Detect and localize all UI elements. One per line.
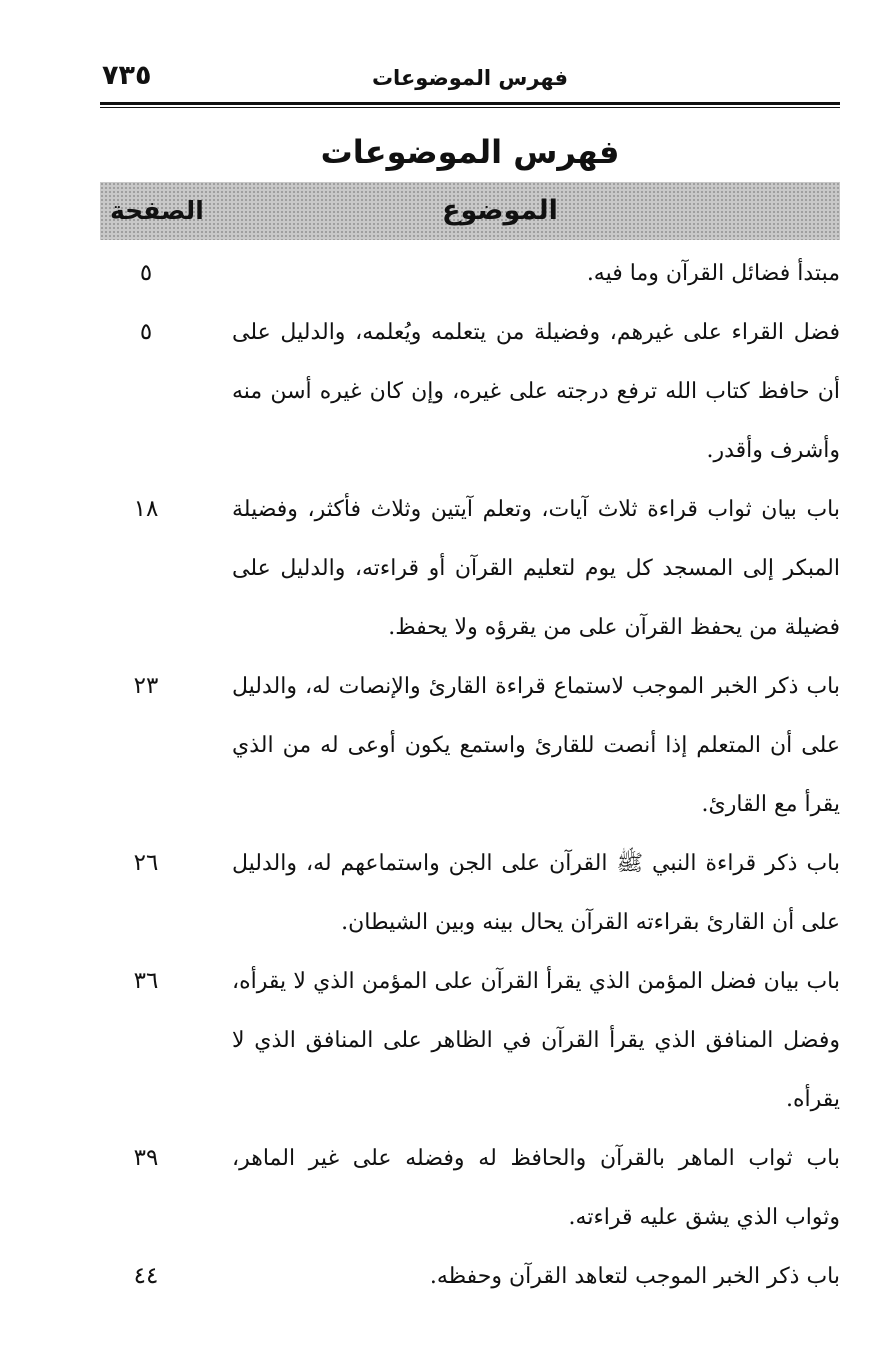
entry-page-number: ٢٦ (133, 850, 159, 876)
entry-page-number: ٢٣ (133, 673, 159, 699)
index-entry (100, 303, 840, 480)
entry-topic: مبتدأ فضائل القرآن وما فيه. (586, 261, 840, 286)
entry-topic: باب بيان ثواب قراءة ثلاث آيات، وتعلم آيتين وثلاث فأكثر، وفضيلة المبكر إلى المسجد كل يوم لتعليم القرآن أو قراءته، والدليل على فضيلة من يحفظ القرآن على من يقرؤه ولا يحفظ. (232, 497, 840, 640)
entry-topic: فضل القراء على غيرهم، وفضيلة من يتعلمه ويُعلمه، والدليل على أن حافظ كتاب الله ترفع درجته على غيره، وإن كان غيره أسن منه وأشرف وأقدر. (232, 320, 840, 463)
index-entry (100, 1129, 840, 1247)
column-header-bar (100, 182, 840, 240)
entry-topic: باب ثواب الماهر بالقرآن والحافظ له وفضله على غير الماهر، وثواب الذي يشق عليه قراءته. (232, 1146, 840, 1230)
running-title: فهرس الموضوعات (371, 66, 569, 90)
header-rule-thick (100, 102, 840, 105)
entry-topic: باب بيان فضل المؤمن الذي يقرأ القرآن على المؤمن الذي لا يقرأه، وفضل المنافق الذي يقرأ القرآن في الظاهر على المنافق الذي لا يقرأه. (232, 969, 841, 1112)
entry-topic: باب ذكر قراءة النبي ﷺ القرآن على الجن واستماعهم له، والدليل على أن القارئ بقراءته القرآن يحال بينه وبين الشيطان. (232, 851, 840, 935)
index-entry (100, 834, 840, 952)
index-entry (100, 244, 840, 303)
index-entry (100, 952, 840, 1129)
index-title: فهرس الموضوعات (320, 133, 620, 171)
column-header-page: الصفحة (110, 196, 204, 225)
column-header-topic: الموضوع (442, 195, 558, 226)
running-header (100, 60, 840, 100)
entry-page-number: ١٨ (133, 496, 159, 522)
entry-page-number: ٣٩ (133, 1145, 159, 1171)
header-rule-thin (100, 107, 840, 108)
index-entry (100, 480, 840, 657)
entry-page-number: ٣٦ (133, 968, 159, 994)
entry-page-number: ٤٤ (133, 1263, 159, 1289)
index-entry (100, 1247, 840, 1306)
page-number: ٧٣٥ (102, 60, 152, 91)
entry-topic: باب ذكر الخبر الموجب لاستماع قراءة القارئ والإنصات له، والدليل على أن المتعلم إذا أنصت للقارئ واستمع يكون أوعى له من الذي يقرأ مع القارئ. (232, 674, 840, 817)
index-entry (100, 657, 840, 834)
index-entries (100, 244, 840, 1306)
entry-page-number: ٥ (139, 319, 153, 345)
book-page (100, 60, 840, 1310)
entry-page-number: ٥ (139, 260, 153, 286)
entry-topic: باب ذكر الخبر الموجب لتعاهد القرآن وحفظه. (429, 1264, 840, 1289)
